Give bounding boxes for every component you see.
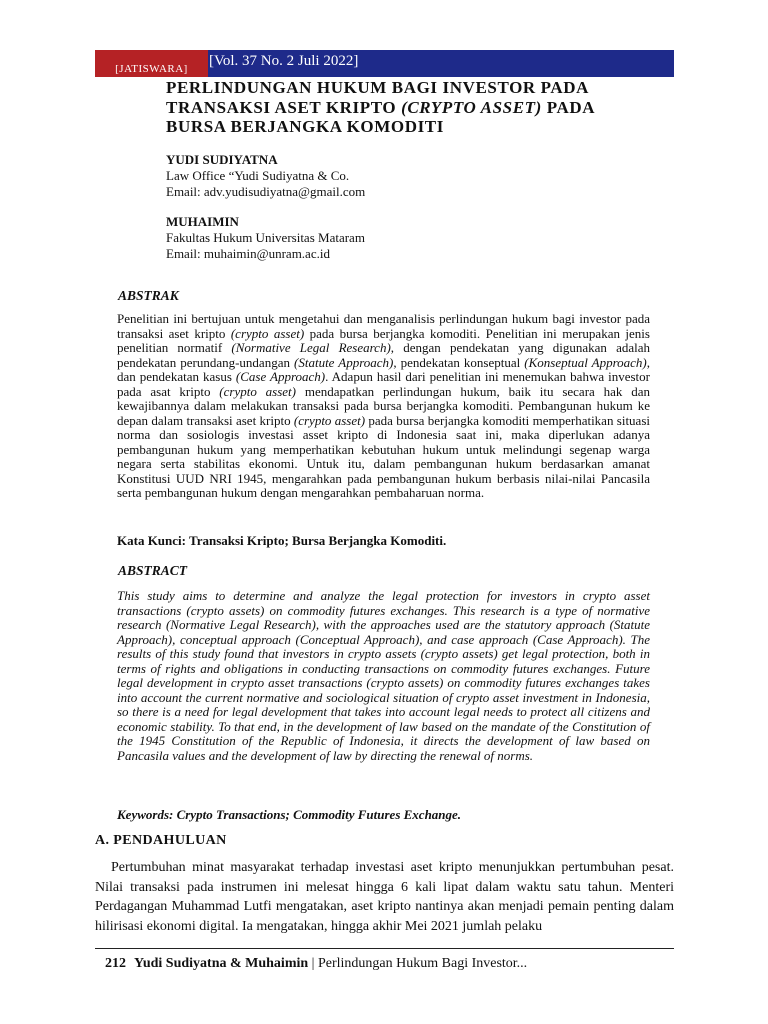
author-affiliation: Law Office “Yudi Sudiyatna & Co. <box>166 168 350 183</box>
author-email: Email: adv.yudisudiyatna@gmail.com <box>166 184 366 199</box>
body-paragraph: Pertumbuhan minat masyarakat terhadap investasi aset kripto menunjukkan pertumbuhan pesat. Nilai transaksi pada instrumen ini melesat hingga 6 kali lipat dalam waktu satu tahun. Menteri Perdagangan Muhammad Lutfi mengatakan, aset kripto nantinya akan menjadi pemain penting dalam hilirisasi ekonomi digital. Ia mengatakan, hingga akhir Mei 2021 jumlah pelaku <box>95 860 674 934</box>
abstrak-text-segment: mendapatkan perlindungan hukum, baik itu secara hak dan kewajibannya dalam melakukan transaksi pada bursa berjangka komoditi. Pembangunan hukum ke depan dalam transaksi aset kripto <box>117 383 650 428</box>
title-italic-part: (CRYPTO ASSET) <box>401 97 542 117</box>
author-name: YUDI SUDIYATNA <box>166 152 278 167</box>
keywords: Keywords: Crypto Transactions; Commodity Futures Exchange. <box>117 807 462 822</box>
journal-header-bar <box>95 50 674 77</box>
abstrak-italic-term: (Case Approach) <box>235 369 326 384</box>
abstrak-text-segment: Penelitian ini bertujuan untuk mengetahui dan menganalisis perlindungan hukum bagi investor pada transaksi aset kripto <box>117 311 650 341</box>
section-heading: A. PENDAHULUAN <box>95 833 227 848</box>
footer-authors: Yudi Sudiyatna & Muhaimin <box>134 956 309 971</box>
abstrak-text-segment: , pendekatan konseptual <box>393 354 525 370</box>
kata-kunci: Kata Kunci: Transaksi Kripto; Bursa Berjangka Komoditi. <box>117 533 447 548</box>
abstract-heading: ABSTRACT <box>118 563 188 578</box>
abstrak-heading: ABSTRAK <box>118 288 179 303</box>
author-name: MUHAIMIN <box>166 214 239 229</box>
volume-info: [Vol. 37 No. 2 Juli 2022] <box>209 53 359 69</box>
abstrak-italic-term: (Konseptual Approach) <box>524 354 647 370</box>
page-number: 212 <box>105 956 126 971</box>
abstrak-italic-term: (crypto asset) <box>219 383 296 399</box>
author-affiliation: Fakultas Hukum Universitas Mataram <box>166 230 365 245</box>
abstrak-text-segment: pada bursa berjangka komoditi memperhatikan situasi norma dan sosiologis investasi asset kripto di Indonesia saat ini, maka diperlukan adanya pembangunan hukum yang memperhatikan kebutuhan hukum untuk melindungi segenap warga negara serta stabilitas ekonomi. Untuk itu, dalam pembangunan hukum berdasarkan amanat Konstitusi UUD NRI 1945, mengarahkan pada pembangunan hukum berbasis nilai-nilai Pancasila serta pembangunan hukum dengan mengarahkan pembaharuan norma. <box>117 412 651 500</box>
abstrak-text-segment: , dengan pendekatan yang digunakan adalah pendekatan perundang-undangan <box>117 340 651 370</box>
footer-separator: | <box>308 956 318 971</box>
abstrak-text-segment: . Adapun hasil dari penelitian ini menemukan bahwa investor pada asat kripto <box>117 369 650 399</box>
abstrak-italic-term: (Statute Approach) <box>294 354 394 370</box>
author-block-1 <box>166 152 586 200</box>
abstrak-italic-term: (crypto asset) <box>230 325 305 341</box>
abstrak-text-segment: , dan pendekatan kasus <box>117 354 650 384</box>
journal-name-tag: [JATISWARA] <box>95 50 208 77</box>
abstrak-italic-term: (crypto asset) <box>293 412 366 428</box>
running-title: Perlindungan Hukum Bagi Investor... <box>317 956 528 971</box>
article-title <box>166 78 636 137</box>
footer-divider <box>95 948 674 949</box>
author-email: Email: muhaimin@unram.ac.id <box>166 246 330 261</box>
author-block-2 <box>166 214 586 262</box>
abstrak-paragraph <box>117 312 650 501</box>
abstrak-italic-term: (Normative Legal Research) <box>231 340 391 355</box>
title-part-1: PERLINDUNGAN HUKUM BAGI INVESTOR PADA TRANSAKSI ASET KRIPTO <box>166 78 589 117</box>
page-footer <box>105 956 527 972</box>
abstrak-text-segment: pada bursa berjangka komoditi. Penelitian ini merupakan jenis penelitian normatif <box>117 325 650 355</box>
abstract-paragraph: This study aims to determine and analyze the legal protection for investors in crypto asset transactions (crypto assets) on commodity futures exchanges. This research is a type of normative research (Normative Legal Research), with the approaches used are the statutory approach (Statute Approach), conceptual approach (Conceptual Approach), and case approach (Case Approach). The results of this study found that investors in crypto assets (crypto assets) get legal protection, both in terms of rights and obligations in conducting transactions on commodity futures exchanges. Future legal development in crypto asset transactions (crypto assets) on commodity futures exchanges takes into account the current normative and sociological situation of crypto asset investment in Indonesia, so there is a need for legal development that takes into account legal needs to protect all citizens and economic stability. To that end, in the development of law based on the mandate of the Constitution of the 1945 Constitution of the Republic of Indonesia, it directs the development of law based on Pancasila values and the development of law by directing the renewal of norms. <box>117 588 650 763</box>
title-part-2: PADA BURSA BERJANGKA KOMODITI <box>166 97 595 136</box>
